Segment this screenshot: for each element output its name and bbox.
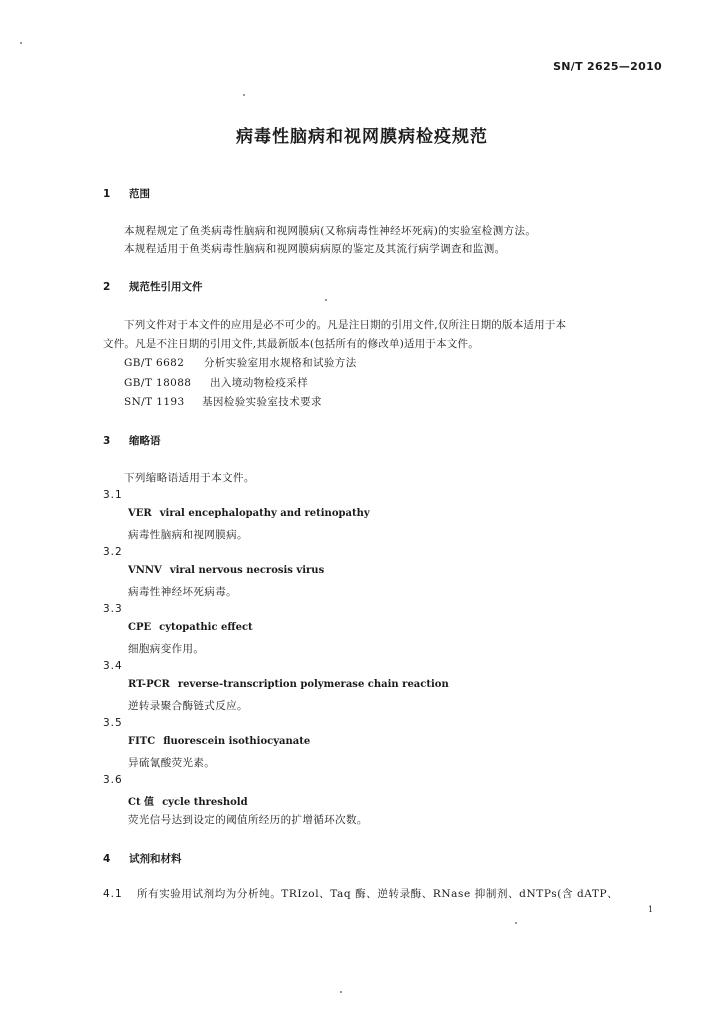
section-title: 范围 [129, 188, 150, 200]
section-3-intro: 下列缩略语适用于本文件。 [124, 472, 255, 484]
section-title: 规范性引用文件 [129, 281, 203, 293]
section-1-paragraph-2: 本规程适用于鱼类病毒性脑病和视网膜病病原的鉴定及其流行病学调查和监测。 [124, 243, 506, 255]
section-number: 2 [103, 281, 111, 293]
abbreviation-term [128, 508, 370, 519]
abbreviation: VNNV [128, 565, 162, 576]
subsection-4-1 [103, 886, 618, 901]
abbreviation-chinese: 荧光信号达到设定的阈值所经历的扩增循环次数。 [128, 814, 368, 826]
abbreviation-english: reverse-transcription polymerase chain reaction [177, 679, 449, 690]
section-1-paragraph-1: 本规程规定了鱼类病毒性脑病和视网膜病(又称病毒性神经坏死病)的实验室检测方法。 [124, 225, 537, 237]
abbreviation-chinese: 病毒性脑病和视网膜病。 [128, 529, 248, 541]
scan-speck [515, 922, 517, 924]
subsection-number: 3.5 [103, 717, 123, 729]
abbreviation: RT-PCR [128, 679, 170, 690]
page-number: 1 [648, 905, 654, 914]
document-title: 病毒性脑病和视网膜病检疫规范 [236, 127, 488, 147]
abbreviation-english: cycle threshold [162, 797, 248, 808]
section-title: 试剂和材料 [129, 853, 182, 865]
scan-speck [325, 299, 327, 301]
subsection-number: 4.1 [103, 888, 123, 900]
reference-item [124, 394, 322, 409]
scan-speck [20, 42, 22, 44]
reference-code: GB/T 18088 [124, 377, 192, 389]
abbreviation-term [128, 793, 248, 808]
section-4-heading [103, 851, 182, 866]
abbreviation-chinese: 病毒性神经坏死病毒。 [128, 586, 237, 598]
subsection-number: 3.6 [103, 774, 123, 786]
reference-title: 出入境动物检疫采样 [210, 377, 309, 389]
reference-title: 分析实验室用水规格和试验方法 [204, 357, 357, 369]
abbreviation-term [128, 679, 449, 690]
abbreviation-term [128, 622, 253, 633]
abbreviation-term [128, 736, 310, 747]
reference-item [124, 375, 308, 390]
abbreviation-chinese: 细胞病变作用。 [128, 643, 205, 655]
reference-item [124, 355, 357, 370]
section-title: 缩略语 [129, 435, 161, 447]
abbreviation: FITC [128, 736, 156, 747]
section-1-heading [103, 186, 150, 201]
abbreviation-english: fluorescein isothiocyanate [163, 736, 311, 747]
subsection-number: 3.4 [103, 660, 123, 672]
abbreviation-chinese: 异硫氰酸荧光素。 [128, 757, 216, 769]
subsection-text: 所有实验用试剂均为分析纯。TRIzol、Taq 酶、逆转录酶、RNase 抑制剂、dNTPs(含 dATP、 [137, 888, 619, 900]
subsection-number: 3.1 [103, 489, 123, 501]
abbreviation-english: viral nervous necrosis virus [169, 565, 325, 576]
section-number: 1 [103, 188, 111, 200]
abbreviation-term [128, 565, 324, 576]
reference-code: SN/T 1193 [124, 396, 185, 408]
section-3-heading [103, 433, 161, 448]
scan-speck [243, 94, 245, 96]
abbreviation-english: cytopathic effect [159, 622, 253, 633]
abbreviation: Ct 值 [128, 797, 155, 808]
section-number: 4 [103, 853, 111, 865]
section-2-paragraph-line-2: 文件。凡是不注日期的引用文件,其最新版本(包括所有的修改单)适用于本文件。 [103, 338, 479, 350]
subsection-number: 3.2 [103, 546, 123, 558]
section-number: 3 [103, 435, 111, 447]
reference-code: GB/T 6682 [124, 357, 185, 369]
abbreviation: CPE [128, 622, 152, 633]
section-2-paragraph-line-1: 下列文件对于本文件的应用是必不可少的。凡是注日期的引用文件,仅所注日期的版本适用于本 [124, 319, 567, 331]
abbreviation: VER [128, 508, 152, 519]
reference-title: 基因检验实验室技术要求 [202, 396, 322, 408]
abbreviation-english: viral encephalopathy and retinopathy [159, 508, 370, 519]
abbreviation-chinese: 逆转录聚合酶链式反应。 [128, 700, 248, 712]
section-2-heading [103, 279, 203, 294]
scan-speck [340, 991, 342, 993]
subsection-number: 3.3 [103, 603, 123, 615]
standard-number: SN/T 2625—2010 [553, 60, 662, 73]
